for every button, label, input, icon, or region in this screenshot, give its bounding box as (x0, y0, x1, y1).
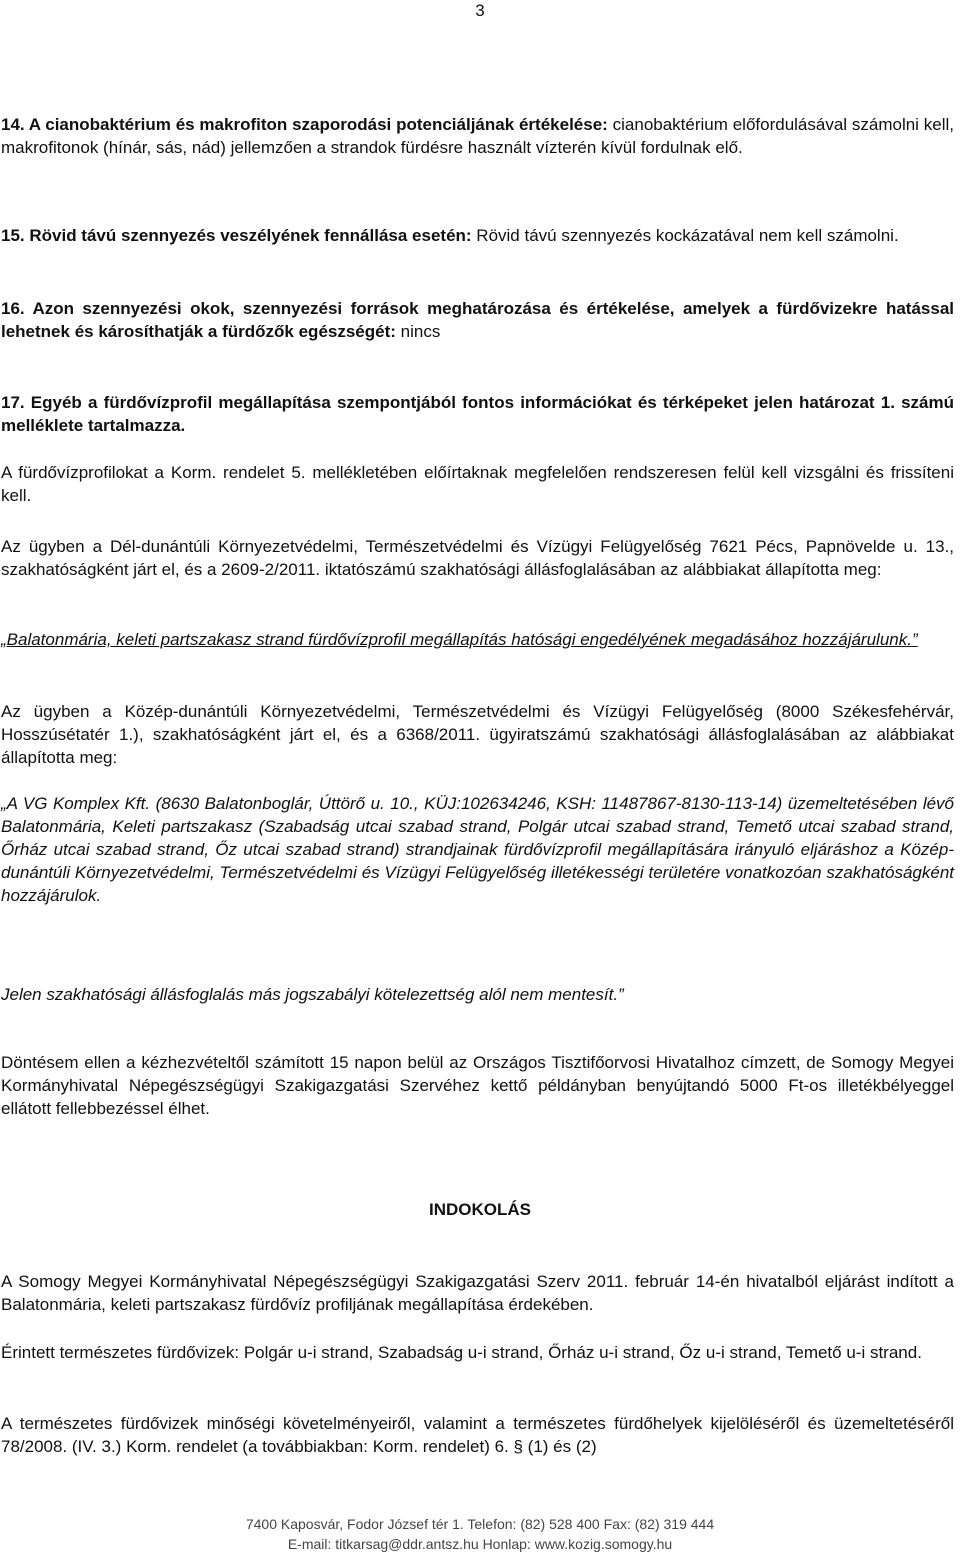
section-heading: INDOKOLÁS (429, 1200, 531, 1219)
item-15 (1, 224, 954, 247)
item-14-lead: 14. A cianobaktérium és makrofiton szaporodási potenciáljának értékelése: (1, 115, 608, 134)
footer-address: 7400 Kaposvár, Fodor József tér 1. Telefon: (82) 528 400 Fax: (82) 319 444 (245, 1516, 715, 1532)
paragraph-kozep-dunantuli: Az ügyben a Közép-dunántúli Környezetvédelmi, Természetvédelmi és Vízügyi Felügyelőség (8000 Székesfehérvár, Hosszúsétatér 1.), szakhatóságként járt el, és a 6368/2011. ügyiratszámú szakhatósági állásfoglalásában az alábbiakat állapította meg: (1, 702, 954, 767)
quote-del-dunantuli: „Balatonmária, keleti partszakasz strand fürdővízprofil megállapítás hatósági engedélyének megadásához hozzájárulunk.” (1, 630, 918, 649)
footer-contact: E-mail: titkarsag@ddr.antsz.hu Honlap: www.kozig.somogy.hu (287, 1536, 673, 1552)
item-16-lead: 16. Azon szennyezési okok, szennyezési források meghatározása és értékelése, amelyek a fürdővizekre hatással lehetnek és károsíthatják a fürdőzők egészségét: (1, 299, 954, 341)
page-number: 3 (475, 1, 485, 20)
paragraph-del-dunantuli: Az ügyben a Dél-dunántúli Környezetvédelmi, Természetvédelmi és Vízügyi Felügyelőség 7621 Pécs, Papnövelde u. 13., szakhatóságként járt el, és a 2609-2/2011. iktatószámú szakhatósági állásfoglalásában az alábbiakat állapította meg: (1, 537, 954, 579)
quote-kozep-dunantuli: „A VG Komplex Kft. (8630 Balatonboglár, Úttörő u. 10., KÜJ:102634246, KSH: 11487867-8130-113-14) üzemeltetésében lévő Balatonmária, Keleti partszakasz (Szabadság utcai szabad strand, Polgár utcai szabad strand, Temető utcai szabad strand, Őrház utcai szabad strand, Őz utcai szabad strand) strandjainak fürdővízprofil megállapítására irányuló eljáráshoz a Közép-dunántúli Környezetvédelmi, Természetvédelmi és Vízügyi Felügyelőség illetékességi területére vonatkozóan szakhatóságként hozzájárulok. (1, 794, 954, 905)
item-15-text: Rövid távú szennyezés kockázatával nem kell számolni. (471, 226, 899, 245)
paragraph-erintett: Érintett természetes fürdővizek: Polgár u-i strand, Szabadság u-i strand, Őrház u-i strand, Őz u-i strand, Temető u-i strand. (1, 1343, 922, 1362)
item-14 (1, 113, 954, 159)
item-14-text: cianobaktérium előfordulásával számolni kell, makrofitonok (hínár, sás, nád) jellemzően a strandok fürdésre használt vízterén kívül fordulnak elő. (1, 115, 954, 157)
item-16-text: nincs (395, 322, 441, 341)
paragraph-rendelet: A fürdővízprofilokat a Korm. rendelet 5. mellékletében előírtaknak megfelelően rendszeresen felül kell vizsgálni és frissíteni kell. (1, 463, 954, 505)
paragraph-minoseg: A természetes fürdővizek minőségi követelményeiről, valamint a természetes fürdőhelyek kijelöléséről és üzemeltetéséről 78/2008. (IV. 3.) Korm. rendelet (a továbbiakban: Korm. rendelet) 6. § (1) és (2) (1, 1414, 954, 1456)
quote-mentesit: Jelen szakhatósági állásfoglalás más jogszabályi kötelezettség alól nem mentesít.” (1, 985, 624, 1004)
item-15-lead: 15. Rövid távú szennyezés veszélyének fennállása esetén: (1, 226, 472, 245)
item-16 (1, 297, 954, 343)
paragraph-dontesem: Döntésem ellen a kézhezvételtől számított 15 napon belül az Országos Tisztifőorvosi Hivatalhoz címzett, de Somogy Megyei Kormányhivatal Népegészségügyi Szakigazgatási Szervéhez kettő példányban benyújtandó 5000 Ft-os illetékbélyeggel ellátott fellebbezéssel élhet. (1, 1053, 954, 1118)
paragraph-eljaras: A Somogy Megyei Kormányhivatal Népegészségügyi Szakigazgatási Szerv 2011. február 14-én hivatalból eljárást indított a Balatonmária, keleti partszakasz fürdővíz profiljának megállapítása érdekében. (1, 1272, 954, 1314)
item-17: 17. Egyéb a fürdővízprofil megállapítása szempontjából fontos információkat és térképeket jelen határozat 1. számú melléklete tartalmazza. (1, 393, 954, 435)
